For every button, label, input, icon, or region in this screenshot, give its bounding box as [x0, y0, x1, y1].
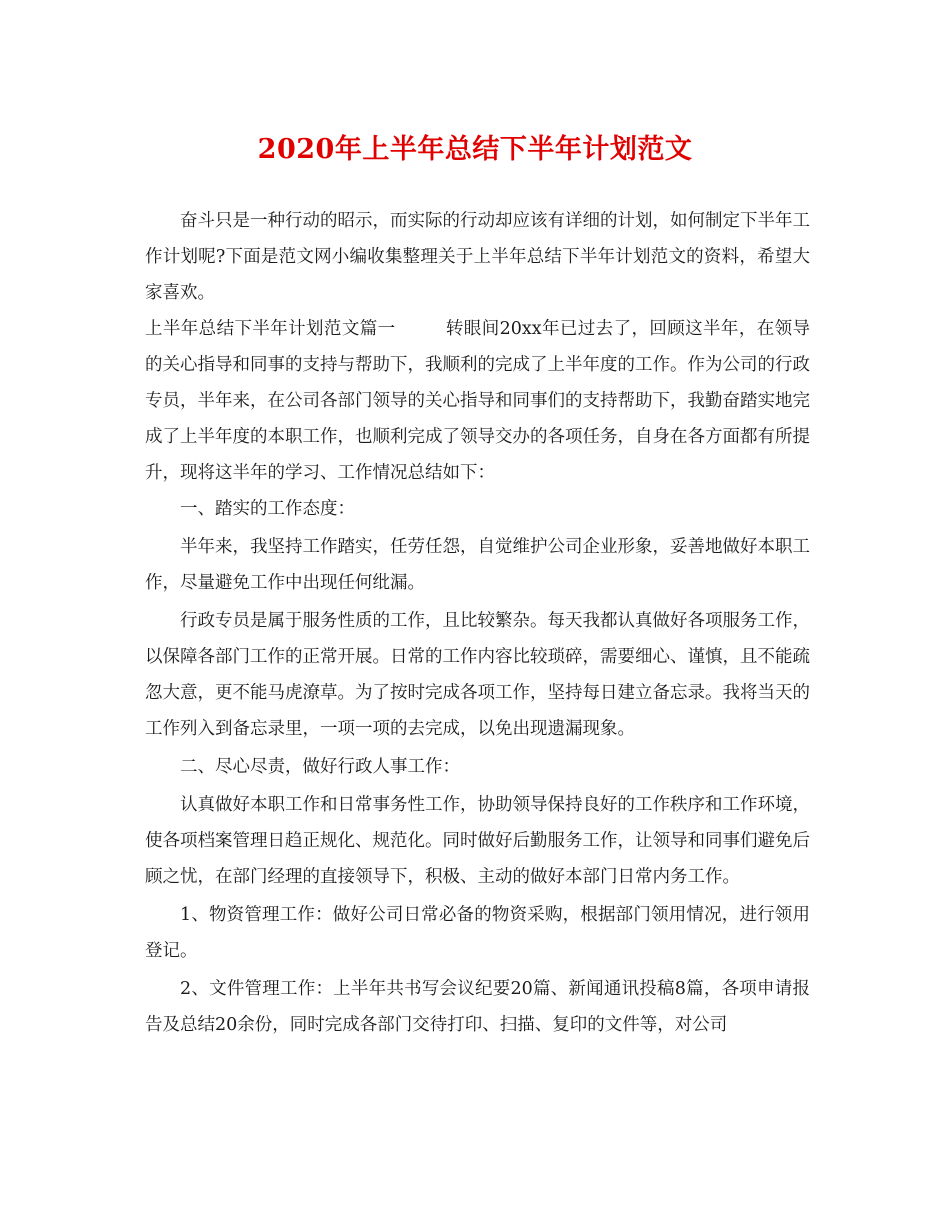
paragraph-heading-duty: 二、尽心尽责，做好行政人事工作：	[180, 757, 460, 777]
paragraph-attitude: 半年来，我坚持工作踏实，任劳任怨，自觉维护公司企业形象，妥善地做好本职工作，尽量避免工作中出现任何纰漏。	[145, 537, 810, 593]
paragraph-documents: 2、文件管理工作：上半年共书写会议纪要20篇、新闻通讯投稿8篇，各项申请报告及总结20余份，同时完成各部门交待打印、扫描、复印的文件等，对公司	[145, 979, 810, 1035]
paragraph-heading-attitude: 一、踏实的工作态度：	[180, 499, 355, 519]
section-one-text: 转眼间20xx年已过去了，回顾这半年，在领导的关心指导和同事的支持与帮助下，我顺利的完成了上半年度的工作。作为公司的行政专员，半年来，在公司各部门领导的关心指导和同事们的支持帮助下，我勤奋踏实地完成了上半年度的本职工作，也顺利完成了领导交办的各项任务，自身在各方面都有所提升，现将这半年的学习、工作情况总结如下：	[145, 319, 810, 483]
paragraph-section-one	[145, 311, 810, 491]
document-body	[145, 203, 810, 1043]
section-heading: 上半年总结下半年计划范文篇一	[145, 319, 396, 339]
paragraph-duty: 认真做好本职工作和日常事务性工作，协助领导保持良好的工作秩序和工作环境，使各项档案管理日趋正规化、规范化。同时做好后勤服务工作，让领导和同事们避免后顾之忧，在部门经理的直接领导下，积极、主动的做好本部门日常内务工作。	[145, 795, 810, 887]
document-title: 2020年上半年总结下半年计划范文	[257, 134, 693, 165]
paragraph-admin-role: 行政专员是属于服务性质的工作，且比较繁杂。每天我都认真做好各项服务工作，以保障各部门工作的正常开展。日常的工作内容比较琐碎，需要细心、谨慎，且不能疏忽大意，更不能马虎潦草。为了按时完成各项工作，坚持每日建立备忘录。我将当天的工作列入到备忘录里，一项一项的去完成，以免出现遗漏现象。	[145, 611, 810, 739]
paragraph-intro: 奋斗只是一种行动的昭示，而实际的行动却应该有详细的计划，如何制定下半年工作计划呢?下面是范文网小编收集整理关于上半年总结下半年计划范文的资料，希望大家喜欢。	[145, 211, 810, 303]
paragraph-supplies: 1、物资管理工作：做好公司日常必备的物资采购，根据部门领用情况，进行领用登记。	[145, 905, 810, 961]
